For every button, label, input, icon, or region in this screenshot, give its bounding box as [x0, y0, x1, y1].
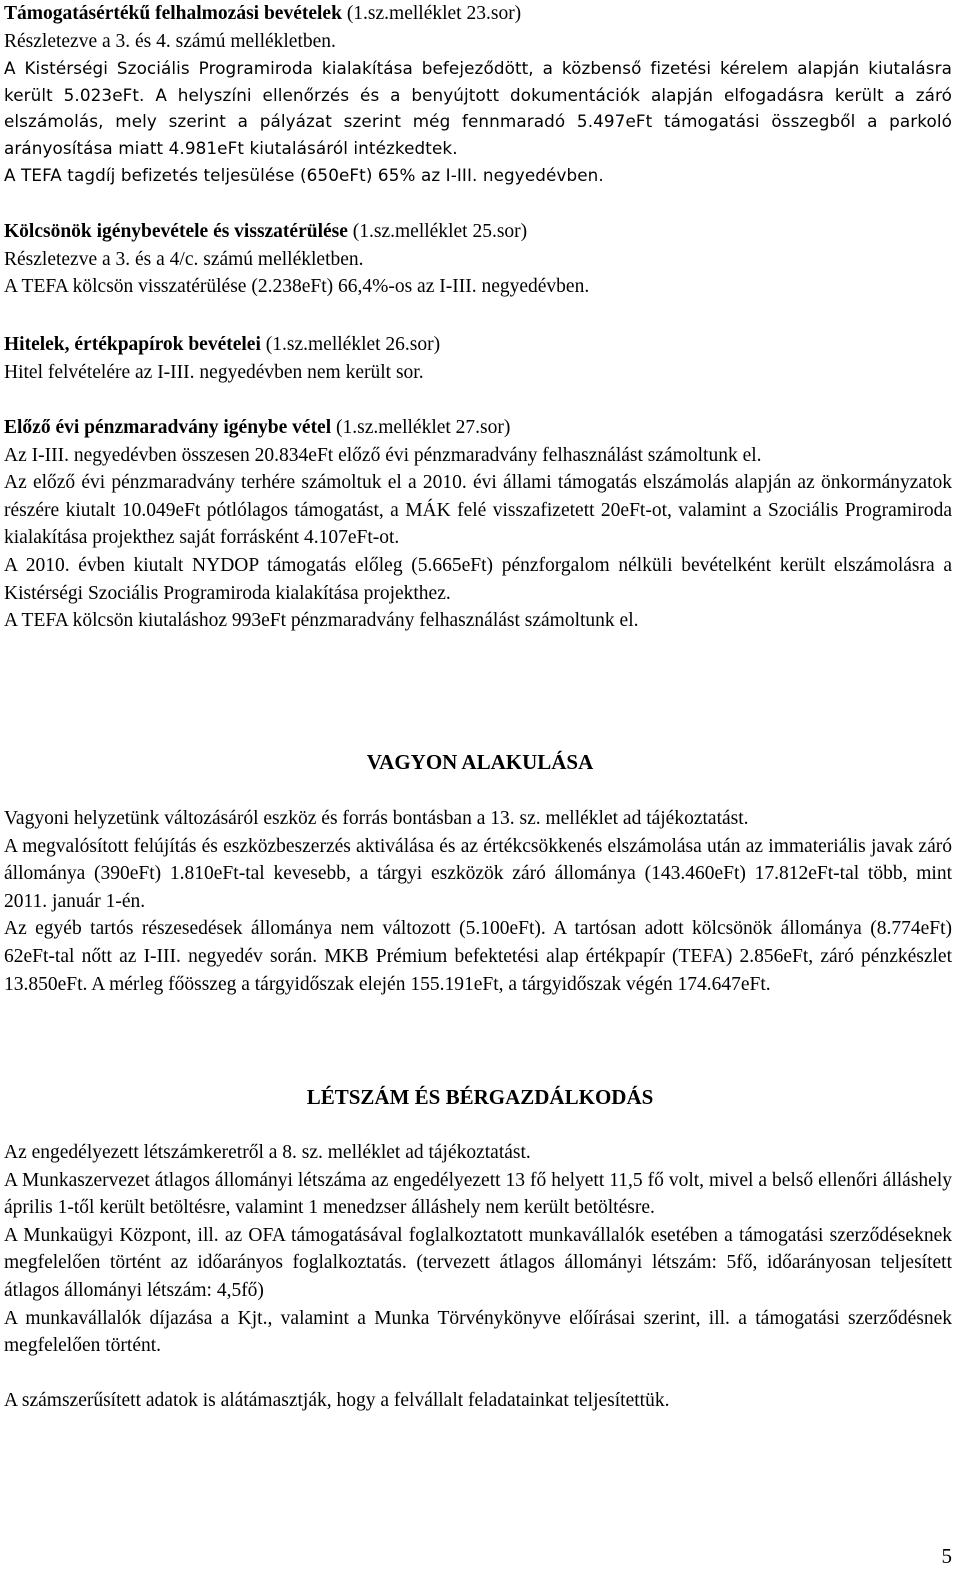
section-tamogatas [4, 0, 952, 188]
paragraph: Az engedélyezett létszámkeretről a 8. sz. melléklet ad tájékoztatást. [4, 1142, 531, 1163]
section-vagyon [4, 805, 952, 998]
paragraph: Az I-III. negyedévben összesen 20.834eFt előző évi pénzmaradvány felhasználást számoltunk el. [4, 444, 762, 466]
section-title-line [4, 331, 952, 359]
paragraph: Hitel felvételére az I-III. negyedévben nem került sor. [4, 361, 424, 383]
detail-line: Részletezve a 3. és a 4/c. számú mellékletben. [4, 248, 364, 270]
section-elozo [4, 414, 952, 635]
section-hitelek [4, 331, 952, 386]
paragraph: A megvalósított felújítás és eszközbeszerzés aktiválása és az értékcsökkenés elszámolása után az immateriális javak záró állománya (390eFt) 1.810eFt-tal kevesebb, a tárgyi eszközök záró állománya (143.460eFt) 17.812eFt-tal több, mint 2011. január 1-én. [4, 835, 952, 912]
section-ref: (1.sz.melléklet 23.sor) [341, 3, 522, 24]
paragraph: A számszerűsített adatok is alátámasztják, hogy a felvállalt feladatainkat teljesítettük. [4, 1389, 670, 1411]
paragraph: A Munkaügyi Központ, ill. az OFA támogatásával foglalkoztatott munkavállalók esetében a támogatási szerződéseknek megfelelően történt az időarányos foglalkoztatás. (tervezett átlagos állományi létszám: 5fő, időarányosan teljesített átlagos állományi létszám: 4,5fő) [4, 1224, 952, 1301]
paragraph: Az egyéb tartós részesedések állománya nem változott (5.100eFt). A tartósan adott kölcsönök állománya (8.774eFt) 62eFt-tal nőtt az I-III. negyedév során. MKB Prémium befektetési alap értékpapír (TEFA) 2.856eFt, záró pénzkészlet 13.850eFt. A mérleg főösszeg a tárgyidőszak elején 155.191eFt, a tárgyidőszak végén 174.647eFt. [4, 918, 952, 995]
section-ref: (1.sz.melléklet 26.sor) [260, 334, 441, 355]
section-heading-letszam: LÉTSZÁM ÉS BÉRGAZDÁLKODÁS [306, 1085, 654, 1109]
paragraph: A Munkaszervezet átlagos állományi létszáma az engedélyezett 13 fő helyett 11,5 fő volt, mivel a belső ellenőri álláshely április 1-től került betöltésre, valamint 1 menedzser álláshely nem került betöltésre. [4, 1169, 952, 1219]
paragraph: Vagyoni helyzetünk változásáról eszköz és forrás bontásban a 13. sz. melléklet ad tájékoztatást. [4, 808, 749, 829]
section-title-line [4, 414, 952, 442]
paragraph: Az előző évi pénzmaradvány terhére számoltuk el a 2010. évi állami támogatás elszámolás alapján az önkormányzatok részére kiutalt 10.049eFt pótlólagos támogatást, a MÁK felé visszafizetett 20eFt-ot, valamint a Szociális Programiroda kialakítása projekthez saját forrásként 4.107eFt-ot. [4, 472, 952, 549]
paragraph: A Kistérségi Szociális Programiroda kialakítása befejeződött, a közbenső fizetési kérelem alapján kiutalásra került 5.023eFt. A helyszíni ellenőrzés és a benyújtott dokumentációk alapján elfogadásra került a záró elszámolás, mely szerint a pályázat szerint még fennmaradó 5.497eFt támogatási összegből a parkoló arányosítása miatt 4.981eFt kiutalásáról intézkedtek. [4, 58, 952, 158]
section-title-line [4, 218, 952, 246]
section-title: Előző évi pénzmaradvány igénybe vétel [4, 417, 332, 438]
section-title: Hitelek, értékpapírok bevételei [4, 334, 261, 355]
section-heading-vagyon: VAGYON ALAKULÁSA [366, 750, 594, 774]
page-number: 5 [941, 1544, 952, 1568]
paragraph: A TEFA tagdíj befizetés teljesülése (650eFt) 65% az I-III. negyedévben. [4, 164, 604, 185]
section-title: Kölcsönök igénybevétele és visszatérülése [4, 221, 348, 242]
section-title-line [4, 0, 952, 28]
section-ref: (1.sz.melléklet 25.sor) [347, 221, 528, 242]
section-title: Támogatásértékű felhalmozási bevételek [4, 3, 342, 24]
paragraph: A 2010. évben kiutalt NYDOP támogatás előleg (5.665eFt) pénzforgalom nélküli bevételként került elszámolásra a Kistérségi Szociális Programiroda kialakítása projekthez. [4, 554, 952, 604]
paragraph: A munkavállalók díjazása a Kjt., valamint a Munka Törvénykönyve előírásai szerint, ill. a támogatási szerződésnek megfelelően történt. [4, 1307, 952, 1357]
paragraph: A TEFA kölcsön kiutaláshoz 993eFt pénzmaradvány felhasználást számoltunk el. [4, 610, 639, 632]
section-kolcsonok [4, 218, 952, 301]
paragraph: A TEFA kölcsön visszatérülése (2.238eFt) 66,4%-os az I-III. negyedévben. [4, 276, 590, 298]
section-ref: (1.sz.melléklet 27.sor) [331, 417, 511, 438]
detail-line: Részletezve a 3. és 4. számú mellékletben. [4, 30, 336, 52]
section-letszam [4, 1139, 952, 1414]
